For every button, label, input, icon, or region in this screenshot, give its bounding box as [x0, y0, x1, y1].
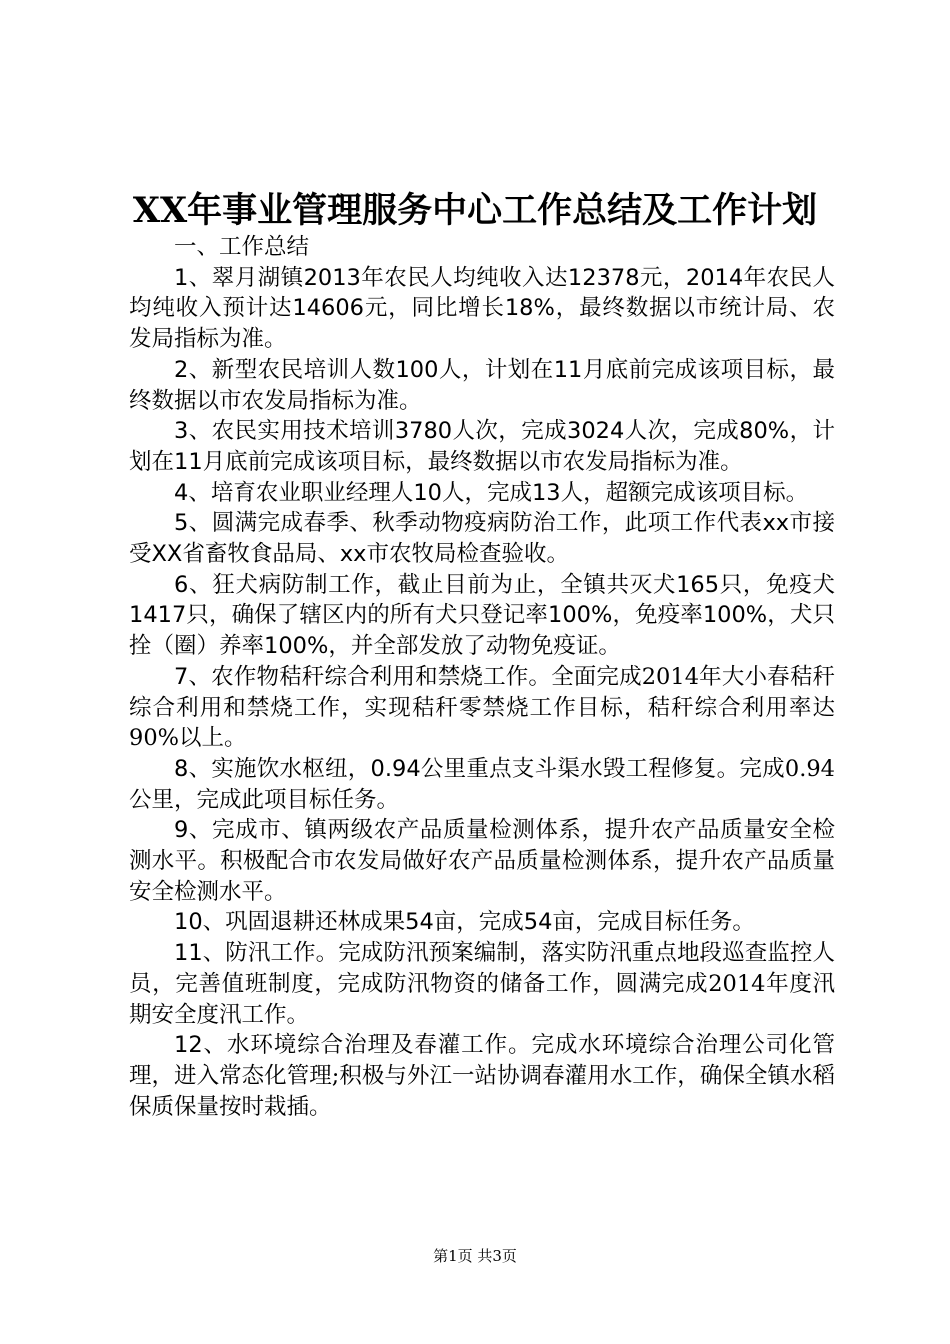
summary-item [129, 815, 835, 907]
summary-item-lead: 7、农作物秸秆综合利用和禁烧工作。 [174, 663, 552, 690]
summary-item-detail: 完成0.94公里，完成此项目标任务。 [129, 755, 835, 813]
summary-item-lead: 11、防汛工作。 [174, 940, 339, 967]
summary-item-detail: 全面完成2014年大小春秸秆综合利用和禁烧工作，实现秸秆零禁烧工作目标，秸秆综合利用率达90%以上。 [129, 663, 835, 752]
page-footer: 第1页 共3页 [433, 1247, 517, 1265]
document-title: XX年事业管理服务中心工作总结及工作计划 [132, 190, 818, 231]
summary-item [129, 662, 835, 754]
summary-item-lead: 4、培育农业职业经理人10人，完成13人，超额完成该项目标。 [174, 479, 809, 506]
summary-item-lead: 6、狂犬病防制工作，截止目前为止，全镇共灭犬165只，免疫犬1417只，确保了辖区内的所有犬只登记率100%，免疫率100%，犬只拴（圈）养率100%，并全部发放了动物免疫证。 [129, 571, 835, 660]
summary-item-detail: 完成水环境综合治理公司化管理，进入常态化管理;积极与外江一站协调春灌用水工作，确保全镇水稻保质保量按时栽插。 [129, 1032, 835, 1120]
section-heading: 一、工作总结 [174, 234, 310, 260]
summary-items [129, 263, 835, 1123]
summary-item-lead: 2、新型农民培训人数100人，计划在11月底前完成该项目标，最终数据以市农发局指标为准。 [129, 356, 835, 414]
summary-item [129, 570, 835, 662]
summary-item-detail: 完成防汛预案编制，落实防汛重点地段巡查监控人员，完善值班制度，完成防汛物资的储备工作，圆满完成2014年度汛期安全度汛工作。 [129, 940, 835, 1028]
summary-item-lead: 10、巩固退耕还林成果54亩，完成54亩，完成目标任务。 [174, 909, 755, 936]
summary-item-detail: 积极配合市农发局做好农产品质量检测体系，提升农产品质量安全检测水平。 [129, 848, 835, 905]
summary-item [129, 938, 835, 1030]
summary-item-lead: 1、翠月湖镇2013年农民人均纯收入达12378元，2014年农民人均纯收入预计达14606元，同比增长18%，最终数据以市统计局、农发局指标为准。 [129, 264, 835, 353]
summary-item [129, 1030, 835, 1122]
summary-item-lead: 12、水环境综合治理及春灌工作。 [174, 1032, 532, 1059]
summary-item [129, 263, 835, 355]
summary-item-lead: 3、农民实用技术培训3780人次，完成3024人次，完成80%，计划在11月底前完成该项目标，最终数据以市农发局指标为准。 [129, 418, 835, 475]
summary-item-lead: 5、圆满完成春季、秋季动物疫病防治工作，此项工作代表xx市接受XX省畜牧食品局、xx市农牧局检查验收。 [129, 510, 835, 568]
summary-item [129, 754, 835, 815]
summary-item [129, 907, 835, 938]
document-body [129, 232, 835, 1122]
summary-item [129, 478, 835, 509]
summary-item [129, 416, 835, 477]
summary-item-lead: 8、实施饮水枢纽，0.94公里重点支斗渠水毁工程修复。 [174, 755, 740, 782]
summary-item [129, 355, 835, 416]
summary-item-lead: 9、完成市、镇两级农产品质量检测体系，提升农产品质量安全检测水平。 [129, 817, 835, 875]
summary-item [129, 508, 835, 569]
